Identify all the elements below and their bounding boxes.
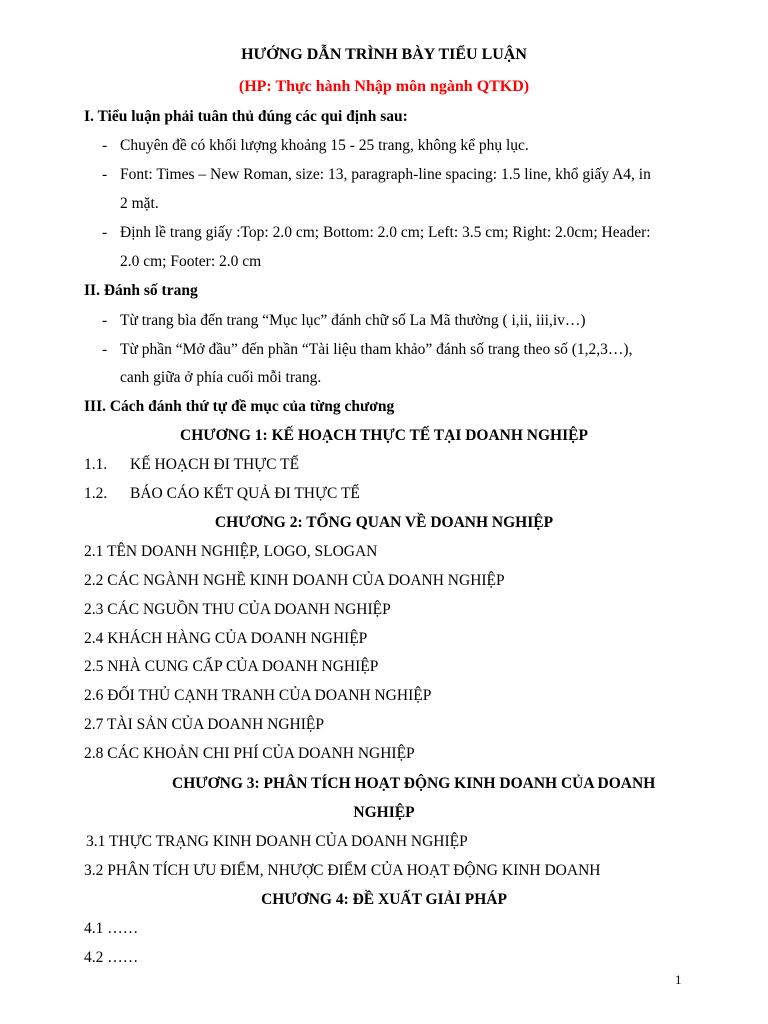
- section-1-item-continued: 2.0 cm; Footer: 2.0 cm: [120, 253, 262, 270]
- chapter-3-item: 3.2 PHÂN TÍCH ƯU ĐIỂM, NHƯỢC ĐIỂM CỦA HOẠT ĐỘNG KINH DOANH: [84, 862, 601, 879]
- section-2-item: Từ phần “Mở đầu” đến phần “Tài liệu tham khảo” đánh số trang theo số (1,2,3…),: [120, 341, 633, 358]
- section-1-item: Font: Times – New Roman, size: 13, paragraph-line spacing: 1.5 line, khổ giấy A4, in: [120, 166, 651, 183]
- section-2-heading: II. Đánh số trang: [84, 282, 198, 299]
- bullet-dash: -: [102, 341, 108, 358]
- document-subtitle: (HP: Thực hành Nhập môn ngành QTKD): [238, 78, 530, 95]
- bullet-dash: -: [102, 224, 108, 241]
- chapter-2-item: 2.2 CÁC NGÀNH NGHỀ KINH DOANH CỦA DOANH NGHIỆP: [84, 572, 505, 589]
- chapter-2-title: CHƯƠNG 2: TỔNG QUAN VỀ DOANH NGHIỆP: [214, 514, 554, 531]
- chapter-1-item: [84, 484, 360, 504]
- chapter-4-title: CHƯƠNG 4: ĐỀ XUẤT GIẢI PHÁP: [261, 891, 507, 908]
- chapter-1-title: CHƯƠNG 1: KẾ HOẠCH THỰC TẾ TẠI DOANH NGHIỆP: [180, 427, 588, 444]
- section-1-item-continued: 2 mặt.: [120, 195, 159, 212]
- chapter-2-item: 2.6 ĐỐI THỦ CẠNH TRANH CỦA DOANH NGHIỆP: [84, 687, 432, 704]
- bullet-dash: -: [102, 312, 108, 329]
- page-number: 1: [675, 972, 682, 987]
- item-text: BÁO CÁO KẾT QUẢ ĐI THỰC TẾ: [130, 485, 360, 502]
- section-1-item: Định lề trang giấy :Top: 2.0 cm; Bottom: 2.0 cm; Left: 3.5 cm; Right: 2.0cm; Header:: [120, 224, 651, 241]
- chapter-3-title: CHƯƠNG 3: PHÂN TÍCH HOẠT ĐỘNG KINH DOANH CỦA DOANH: [172, 775, 656, 792]
- chapter-2-item: 2.5 NHÀ CUNG CẤP CỦA DOANH NGHIỆP: [84, 658, 379, 675]
- item-number: 1.2.: [84, 485, 108, 502]
- item-text: KẾ HOẠCH ĐI THỰC TẾ: [130, 456, 300, 473]
- chapter-3-title-continued: NGHIỆP: [353, 804, 415, 821]
- chapter-2-item: 2.7 TÀI SẢN CỦA DOANH NGHIỆP: [84, 716, 324, 733]
- section-3-heading: III. Cách đánh thứ tự đề mục của từng chương: [84, 398, 395, 415]
- section-1-item: Chuyên đề có khối lượng khoảng 15 - 25 trang, không kể phụ lục.: [120, 137, 529, 154]
- chapter-1-item: [84, 455, 299, 475]
- bullet-dash: -: [102, 137, 108, 154]
- chapter-4-item: 4.1 ……: [84, 920, 139, 937]
- section-2-item: Từ trang bìa đến trang “Mục lục” đánh chữ số La Mã thường ( i,ii, iii,iv…): [120, 312, 586, 329]
- chapter-2-item: 2.8 CÁC KHOẢN CHI PHÍ CỦA DOANH NGHIỆP: [84, 745, 415, 762]
- item-number: 1.1.: [84, 456, 108, 473]
- section-1-heading: I. Tiểu luận phải tuân thủ đúng các qui định sau:: [84, 108, 408, 125]
- bullet-dash: -: [102, 166, 108, 183]
- chapter-2-item: 2.4 KHÁCH HÀNG CỦA DOANH NGHIỆP: [84, 630, 368, 647]
- document-title: HƯỚNG DẪN TRÌNH BÀY TIỂU LUẬN: [241, 46, 527, 63]
- section-2-item-continued: canh giữa ở phía cuối mỗi trang.: [120, 369, 322, 386]
- chapter-4-item: 4.2 ……: [84, 949, 139, 966]
- chapter-3-item: 3.1 THỰC TRẠNG KINH DOANH CỦA DOANH NGHIỆP: [86, 833, 468, 850]
- chapter-2-item: 2.1 TÊN DOANH NGHIỆP, LOGO, SLOGAN: [84, 543, 378, 560]
- chapter-2-item: 2.3 CÁC NGUỒN THU CỦA DOANH NGHIỆP: [84, 601, 391, 618]
